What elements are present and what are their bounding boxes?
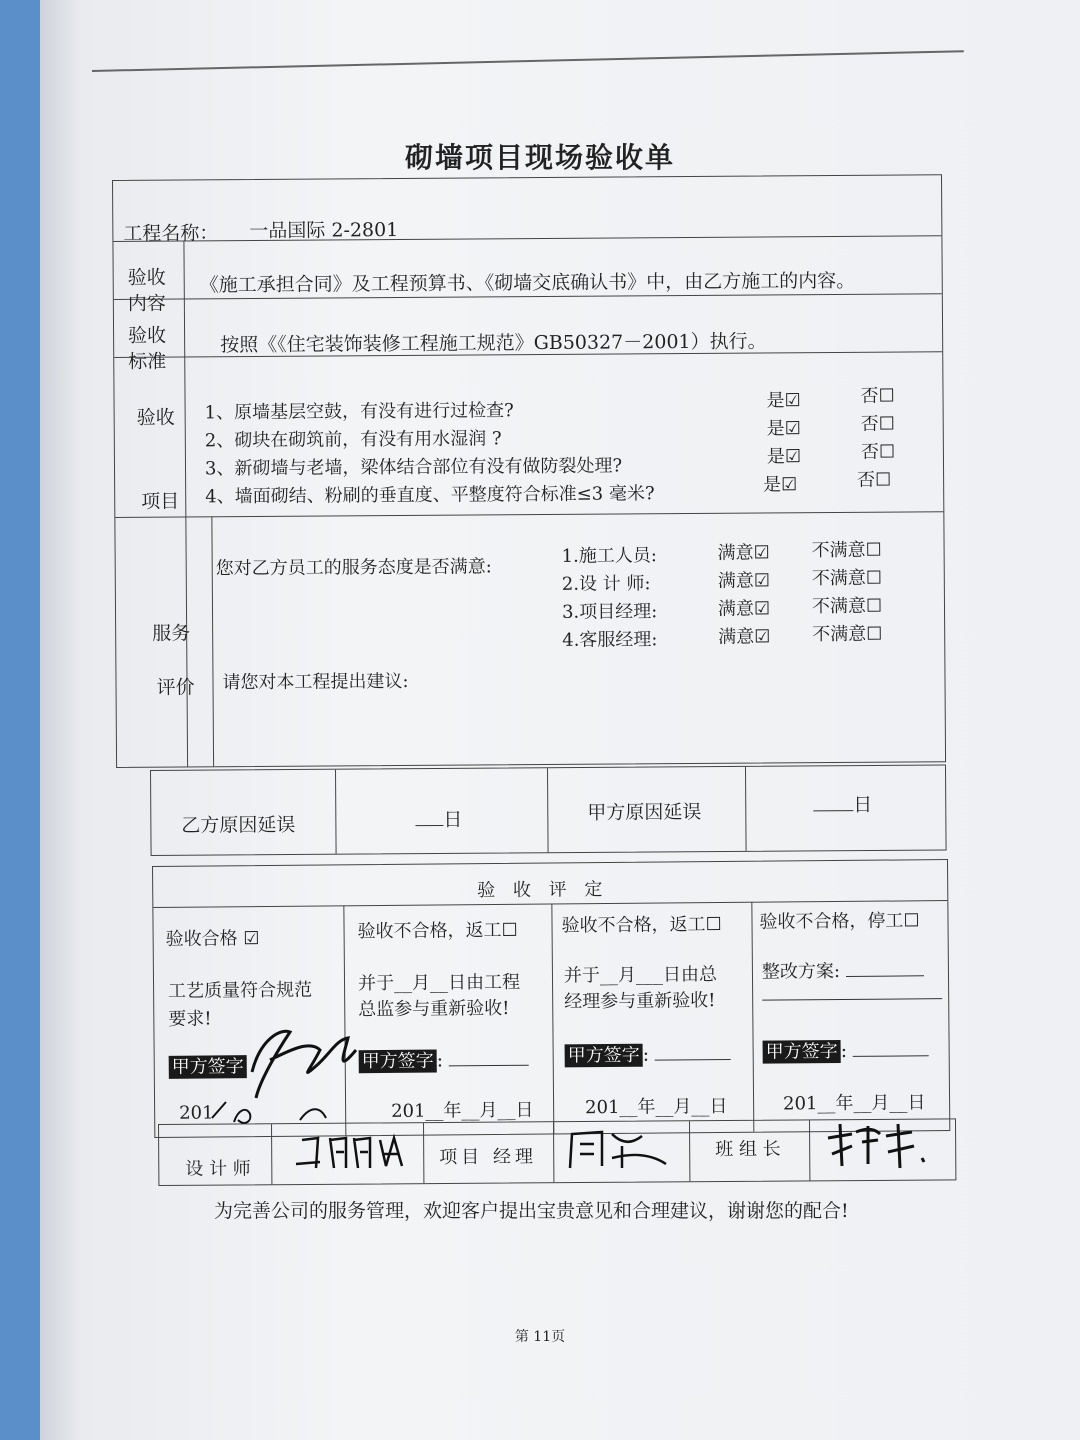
pass-date: 201 — [179, 1102, 214, 1124]
role-1: 1.施工人员: — [561, 545, 657, 567]
fail-rework-1-option[interactable]: 验收不合格，返工☐ — [357, 919, 518, 943]
content-label-1: 验收 — [127, 266, 166, 289]
empty-box-icon: ☐ — [878, 413, 895, 435]
item-4-yes[interactable]: 是☑ — [763, 474, 798, 496]
suggestion-label: 请您对本工程提出建议: — [222, 670, 409, 694]
delay-b-days[interactable]: 日 — [415, 805, 462, 832]
item-3-no[interactable]: 否☐ — [860, 441, 896, 463]
pass-note-1: 工艺质量符合规范 — [168, 979, 313, 1002]
role-4: 4.客服经理: — [562, 629, 658, 651]
item-2: 2、砌块在砌筑前，有没有用水湿润 ? — [204, 428, 502, 452]
fail-rework-1-note-1: 并于__月__日由工程 — [357, 971, 521, 995]
service-label-1: 服务 — [152, 622, 191, 645]
item-1-no[interactable]: 否☐ — [860, 385, 895, 407]
item-4: 4、墙面砌结、粉刷的垂直度、平整度符合标准≤3 毫米? — [205, 483, 655, 508]
checked-box-icon: ☑ — [243, 928, 260, 950]
checked-box-icon: ☑ — [784, 418, 801, 440]
empty-box-icon: ☐ — [866, 623, 883, 645]
content-text: 《施工承担合同》及工程预算书、《砌墙交底确认书》中，由乙方施工的内容。 — [199, 269, 856, 297]
item-1-yes[interactable]: 是☑ — [766, 390, 801, 412]
empty-box-icon: ☐ — [865, 595, 883, 617]
pass-option[interactable]: 验收合格 ☑ — [165, 928, 260, 950]
item-4-no[interactable]: 否☐ — [857, 469, 892, 491]
leader-label: 班 组 长 — [715, 1138, 781, 1161]
items-label-2: 项目 — [141, 490, 180, 513]
empty-box-icon: ☐ — [501, 919, 518, 941]
delay-table — [150, 764, 947, 856]
delay-a-label: 甲方原因延误 — [587, 801, 702, 824]
standard-text: 按照《《住宅装饰装修工程施工规范》GB50327－2001）执行。 — [220, 330, 767, 357]
checked-box-icon: ☑ — [784, 446, 802, 468]
item-3: 3、新砌墙与老墙，梁体结合部位有没有做防裂处理? — [204, 455, 623, 480]
assessment-header: 验 收 评 定 — [477, 879, 609, 902]
checked-box-icon: ☑ — [753, 542, 770, 564]
fail-stop-date[interactable]: 201__年__月__日 — [783, 1092, 926, 1115]
designer-signature-image — [290, 1128, 420, 1178]
fail-rework-1-sign[interactable]: 甲方签字 : — [359, 1046, 530, 1073]
role-4-unsatisfied[interactable]: 不满意☐ — [812, 623, 883, 646]
page-number: 第 11页 — [514, 1329, 566, 1345]
fail-stop-plan[interactable]: 整改方案: — [762, 956, 924, 983]
item-3-yes[interactable]: 是☑ — [766, 446, 802, 468]
content-label-2: 内容 — [127, 292, 166, 315]
pm-label: 项目 经理 — [439, 1146, 538, 1169]
role-2-satisfied[interactable]: 满意☑ — [717, 570, 771, 592]
empty-box-icon: ☐ — [705, 914, 722, 936]
pass-note-2: 要求! — [168, 1008, 212, 1030]
designer-label: 设 计 师 — [185, 1158, 251, 1180]
fail-stop-option[interactable]: 验收不合格，停工☐ — [759, 910, 920, 933]
empty-box-icon: ☐ — [865, 539, 882, 561]
service-question: 您对乙方员工的服务态度是否满意: — [215, 556, 492, 580]
role-3-unsatisfied[interactable]: 不满意☐ — [811, 595, 883, 618]
main-table — [112, 174, 946, 768]
standard-label-2: 标准 — [128, 350, 167, 373]
pm-signature-image — [562, 1124, 672, 1178]
fail-rework-2-date[interactable]: 201__年__月__日 — [585, 1095, 728, 1119]
role-1-satisfied[interactable]: 满意☑ — [717, 542, 770, 564]
empty-box-icon: ☐ — [865, 567, 883, 589]
empty-box-icon: ☐ — [878, 385, 895, 407]
leader-signature-image — [822, 1118, 932, 1172]
role-3-satisfied[interactable]: 满意☑ — [717, 598, 771, 620]
role-1-unsatisfied[interactable]: 不满意☐ — [811, 539, 882, 562]
fail-stop-sign[interactable]: 甲方签字 : — [763, 1036, 930, 1063]
client-signature-image — [160, 1010, 370, 1130]
role-3: 3.项目经理: — [561, 601, 658, 623]
item-2-yes[interactable]: 是☑ — [766, 418, 801, 440]
checked-box-icon: ☑ — [781, 474, 798, 496]
item-2-no[interactable]: 否☐ — [860, 413, 895, 435]
item-1: 1、原墙基层空鼓，有没有进行过检查? — [204, 400, 514, 424]
footer-note: 为完善公司的服务管理，欢迎客户提出宝贵意见和合理建议，谢谢您的配合! — [214, 1200, 849, 1222]
fail-rework-2-sign[interactable]: 甲方签字 : — [565, 1040, 732, 1067]
fail-rework-2-note-1: 并于__月___日由总 — [563, 964, 718, 987]
fail-rework-2-option[interactable]: 验收不合格，返工☐ — [561, 914, 722, 937]
pass-sign-label: 甲方签字 — [169, 1052, 247, 1079]
checked-box-icon: ☑ — [784, 390, 801, 412]
empty-box-icon: ☐ — [903, 910, 920, 932]
empty-box-icon: ☐ — [875, 469, 892, 491]
items-label-1: 验收 — [136, 406, 175, 429]
standard-label-1: 验收 — [128, 324, 167, 347]
delay-b-label: 乙方原因延误 — [181, 813, 296, 837]
empty-box-icon: ☐ — [878, 441, 896, 463]
fail-rework-1-date[interactable]: 201__年__月__日 — [391, 1099, 534, 1122]
role-2-unsatisfied[interactable]: 不满意☐ — [811, 567, 883, 590]
role-4-satisfied[interactable]: 满意☑ — [718, 626, 771, 648]
delay-a-days[interactable]: 日 — [813, 790, 872, 817]
fail-rework-1-note-2: 总监参与重新验收! — [358, 997, 510, 1021]
project-label: 工程名称： — [123, 222, 219, 245]
checked-box-icon: ☑ — [753, 570, 771, 592]
service-label-2: 评价 — [156, 676, 195, 699]
fail-rework-2-note-2: 经理参与重新验收! — [564, 990, 716, 1013]
checked-box-icon: ☑ — [753, 598, 771, 620]
role-2: 2.设 计 师: — [561, 573, 651, 595]
form-title: 砌墙项目现场验收单 — [404, 141, 675, 174]
project-name: 一品国际 2-2801 — [249, 219, 399, 243]
checked-box-icon: ☑ — [754, 626, 771, 648]
